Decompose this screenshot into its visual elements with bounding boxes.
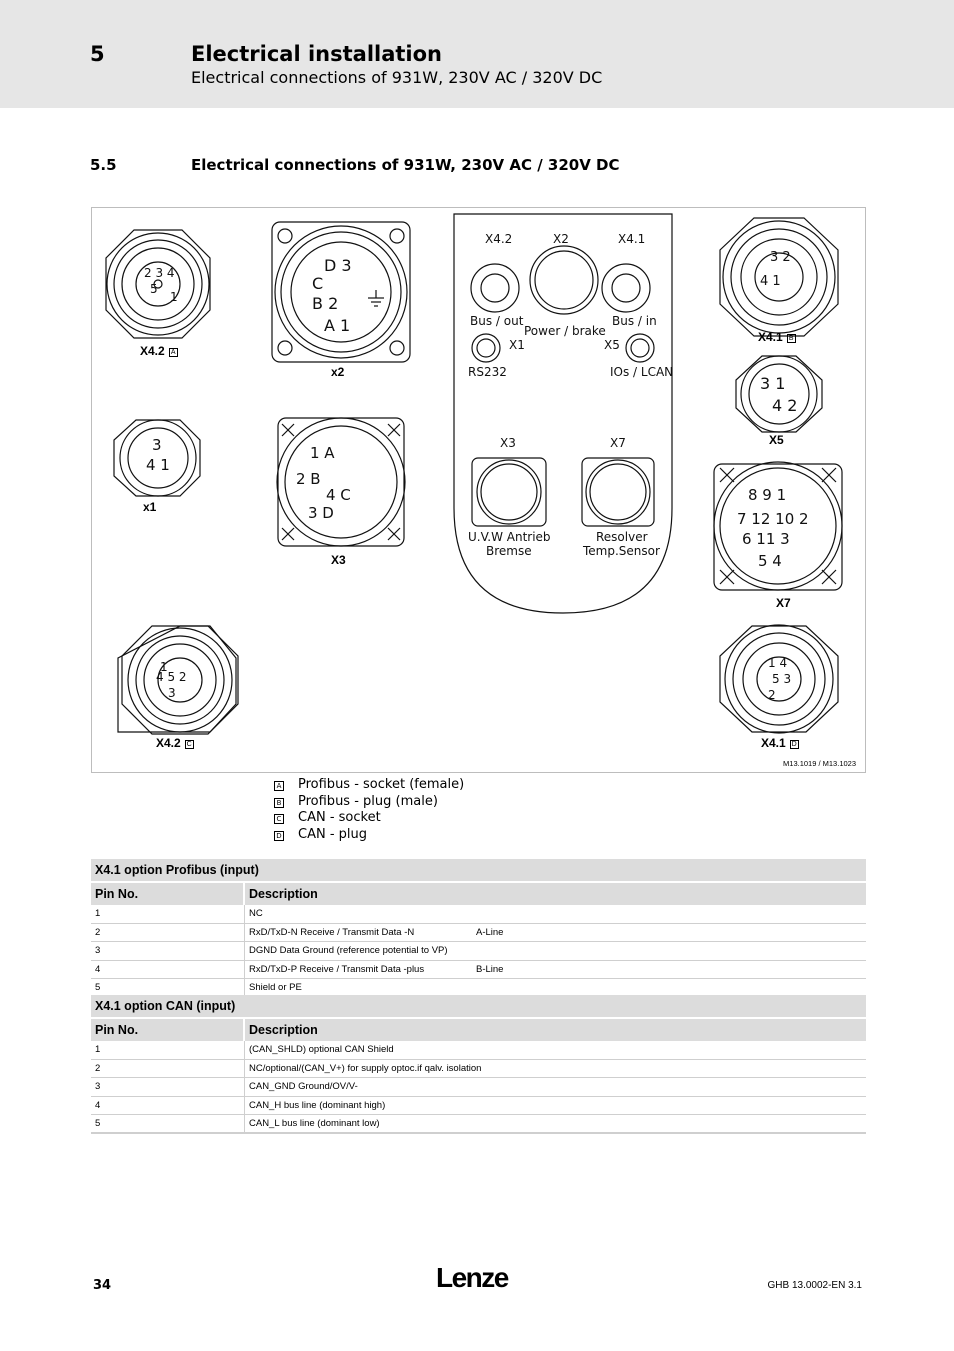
section-number: 5.5: [90, 156, 117, 174]
panel-label-x41: X4.1: [618, 232, 646, 246]
legend-item: A Profibus - socket (female): [274, 777, 464, 794]
table-title: X4.1 option Profibus (input): [91, 859, 866, 881]
chapter-subtitle: Electrical connections of 931W, 230V AC / 320V DC: [191, 68, 603, 87]
pin-numbers-x41d-3: 2: [768, 688, 776, 702]
table-row: 3 CAN_GND Ground/OV/V-: [91, 1078, 866, 1097]
pin-numbers-x3-3: 4 C: [326, 486, 351, 504]
pin-numbers-x3-2: 2 B: [296, 470, 321, 488]
pin-numbers-x2-3: B 2: [312, 294, 339, 313]
chapter-number: 5: [90, 42, 105, 66]
table-row: 4 CAN_H bus line (dominant high): [91, 1097, 866, 1116]
table-row: 1 (CAN_SHLD) optional CAN Shield: [91, 1041, 866, 1060]
panel-label-bremse: Bremse: [486, 544, 532, 558]
panel-label-resolver: Resolver: [596, 530, 648, 544]
pin-numbers-x42a-3: 1: [170, 290, 178, 304]
panel-label-bus-in: Bus / in: [612, 314, 657, 328]
label-x2: x2: [331, 365, 345, 379]
pin-numbers-x7-3: 6 11 3: [742, 530, 790, 548]
label-x42c: X4.2 C: [156, 736, 192, 750]
pin-numbers-x7: 8 9 1: [748, 486, 787, 504]
pin-numbers-x3: 1 A: [310, 444, 335, 462]
panel-label-x2: X2: [553, 232, 569, 246]
legend-item: B Profibus - plug (male): [274, 794, 464, 811]
pin-numbers-x3-4: 3 D: [308, 504, 334, 522]
pin-numbers-x7-2: 7 12 10 2: [737, 510, 809, 528]
table-row: 5 Shield or PE: [91, 979, 866, 998]
pin-numbers-x42c-2: 4 5 2: [156, 670, 187, 684]
label-x41b: X4.1 B: [758, 330, 796, 344]
legend: [274, 777, 464, 844]
legend-item: D CAN - plug: [274, 827, 464, 844]
pin-numbers-x1: 3: [152, 436, 162, 454]
connector-x5-icon: [736, 356, 822, 432]
label-x5: X5: [769, 433, 784, 447]
page-header: [0, 0, 954, 108]
connector-x2-icon: [272, 222, 410, 362]
pin-numbers-x41b: 3 2: [770, 250, 791, 265]
panel-label-temp-sensor: Temp.Sensor: [583, 544, 660, 558]
panel-label-uvw: U.V.W Antrieb: [468, 530, 551, 544]
pin-numbers-x2-2: C: [312, 274, 324, 293]
table-row: 5 CAN_L bus line (dominant low): [91, 1115, 866, 1134]
panel-label-rs232: RS232: [468, 365, 507, 379]
pin-numbers-x41b-2: 4 1: [760, 274, 781, 289]
pin-numbers-x42a-2: 5: [150, 282, 158, 296]
table-row: 2 NC/optional/(CAN_V+) for supply optoc.if qalv. isolation: [91, 1060, 866, 1079]
table-row: 4 RxD/TxD-P Receive / Transmit Data -plus B-Line: [91, 961, 866, 980]
pin-numbers-x7-4: 5 4: [758, 552, 782, 570]
page-number: 34: [93, 1278, 112, 1293]
table-row: 3 DGND Data Ground (reference potential to VP): [91, 942, 866, 961]
document-id: GHB 13.0002-EN 3.1: [767, 1280, 862, 1291]
pin-numbers-x2-4: A 1: [324, 316, 351, 335]
table-profibus: [91, 859, 866, 998]
panel-label-x1: X1: [509, 338, 525, 352]
table-title: X4.1 option CAN (input): [91, 995, 866, 1017]
figure-code: M13.1019 / M13.1023: [783, 759, 856, 768]
panel-label-ios-lcan: IOs / LCAN: [610, 365, 674, 379]
label-x41d: X4.1 D: [761, 736, 797, 750]
table-row: 2 RxD/TxD-N Receive / Transmit Data -N A-Line: [91, 924, 866, 943]
label-x42a: X4.2 A: [140, 344, 178, 358]
table-row: 1 NC: [91, 905, 866, 924]
panel-label-x5: X5: [604, 338, 620, 352]
section-title: Electrical connections of 931W, 230V AC / 320V DC: [191, 156, 620, 174]
panel-label-x7: X7: [610, 436, 626, 450]
panel-label-bus-out: Bus / out: [470, 314, 524, 328]
chapter-title: Electrical installation: [191, 42, 442, 66]
pin-numbers-x41d-2: 5 3: [772, 672, 792, 686]
pin-numbers-x42c: 1: [160, 660, 168, 674]
pin-numbers-x2: D 3: [324, 256, 352, 275]
pin-numbers-x42a: 2 3 4: [144, 266, 175, 280]
table-header: Pin No. Description: [91, 883, 866, 905]
pin-numbers-x5: 3 1: [760, 374, 786, 393]
connector-figure: [91, 207, 866, 773]
label-x7: X7: [776, 596, 791, 610]
lenze-logo: Lenze: [436, 1262, 508, 1293]
pin-numbers-x1-2: 4 1: [146, 456, 170, 474]
legend-item: C CAN - socket: [274, 810, 464, 827]
table-header: Pin No. Description: [91, 1019, 866, 1041]
label-x3: X3: [331, 553, 346, 567]
table-can: [91, 995, 866, 1134]
connector-x42a-icon: [106, 230, 210, 338]
panel-label-x3: X3: [500, 436, 516, 450]
pin-numbers-x41d: 1 4: [768, 656, 788, 670]
pin-numbers-x42c-3: 3: [168, 686, 176, 700]
panel-label-power-brake: Power / brake: [524, 324, 606, 338]
panel-label-x42: X4.2: [485, 232, 513, 246]
pin-numbers-x5-2: 4 2: [772, 396, 798, 415]
label-x1: x1: [143, 500, 157, 514]
